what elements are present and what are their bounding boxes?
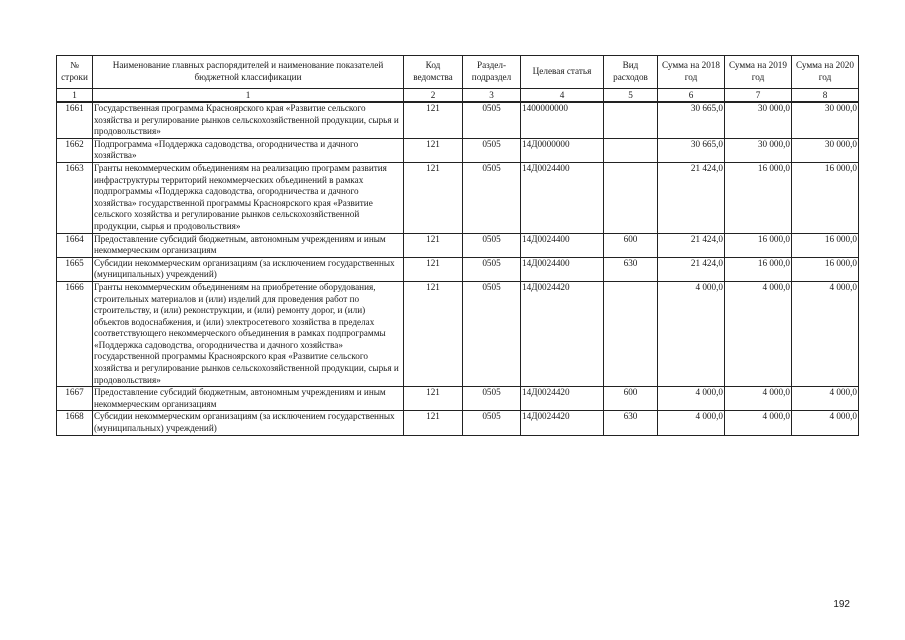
column-number: 1 xyxy=(57,89,93,103)
row-target-article: 14Д0024400 xyxy=(521,233,604,257)
row-section: 0505 xyxy=(463,233,521,257)
column-number: 1 xyxy=(93,89,404,103)
header-name: Наименование главных распорядителей и наименование показателей бюджетной классификации xyxy=(93,56,404,89)
column-number: 4 xyxy=(521,89,604,103)
row-department-code: 121 xyxy=(404,233,463,257)
row-department-code: 121 xyxy=(404,411,463,435)
header-sum-2020: Сумма на 2020 год xyxy=(792,56,859,89)
table-row xyxy=(57,162,859,233)
row-section: 0505 xyxy=(463,162,521,233)
row-sum-2019: 4 000,0 xyxy=(725,387,792,411)
budget-table xyxy=(56,55,859,436)
row-department-code: 121 xyxy=(404,257,463,281)
row-name: Субсидии некоммерческим организациям (за исключением государственных (муниципальных) учреждений) xyxy=(93,411,404,435)
row-sum-2019: 16 000,0 xyxy=(725,233,792,257)
row-name: Государственная программа Красноярского края «Развитие сельского хозяйства и регулирование рынков сельскохозяйственной продукции, сырья и продовольствия» xyxy=(93,102,404,138)
row-department-code: 121 xyxy=(404,387,463,411)
column-number-row xyxy=(57,89,859,103)
row-section: 0505 xyxy=(463,102,521,138)
row-number: 1664 xyxy=(57,233,93,257)
table-row xyxy=(57,102,859,138)
row-target-article: 14Д0024400 xyxy=(521,162,604,233)
column-number: 5 xyxy=(604,89,658,103)
row-number: 1668 xyxy=(57,411,93,435)
row-section: 0505 xyxy=(463,411,521,435)
row-department-code: 121 xyxy=(404,162,463,233)
row-expense-type: 600 xyxy=(604,233,658,257)
row-sum-2019: 4 000,0 xyxy=(725,281,792,386)
table-row xyxy=(57,257,859,281)
row-target-article: 14Д0024400 xyxy=(521,257,604,281)
row-expense-type: 630 xyxy=(604,411,658,435)
row-number: 1661 xyxy=(57,102,93,138)
row-name: Предоставление субсидий бюджетным, автономным учреждениям и иным некоммерческим организациям xyxy=(93,387,404,411)
header-expense-type: Вид расходов xyxy=(604,56,658,89)
row-sum-2020: 16 000,0 xyxy=(792,162,859,233)
row-sum-2020: 4 000,0 xyxy=(792,411,859,435)
table-row xyxy=(57,233,859,257)
row-department-code: 121 xyxy=(404,281,463,386)
row-number: 1665 xyxy=(57,257,93,281)
row-target-article: 14Д0024420 xyxy=(521,411,604,435)
row-department-code: 121 xyxy=(404,138,463,162)
row-target-article: 14Д0024420 xyxy=(521,281,604,386)
column-number: 7 xyxy=(725,89,792,103)
header-row-number: № строки xyxy=(57,56,93,89)
row-sum-2020: 16 000,0 xyxy=(792,257,859,281)
row-name: Гранты некоммерческим объединениям на реализацию программ развития инфраструктуры территорий некоммерческих объединений в рамках подпрограммы «Поддержка садоводства, огородничества и дачного хозяйства» государственной программы Красноярского края «Развитие сельского хозяйства и регулирование рынков сельскохозяйственной продукции, сырья и продовольствия» xyxy=(93,162,404,233)
row-section: 0505 xyxy=(463,387,521,411)
table-row xyxy=(57,387,859,411)
header-row xyxy=(57,56,859,89)
row-section: 0505 xyxy=(463,257,521,281)
row-target-article: 1400000000 xyxy=(521,102,604,138)
row-sum-2018: 21 424,0 xyxy=(658,257,725,281)
row-expense-type xyxy=(604,138,658,162)
table-row xyxy=(57,411,859,435)
row-sum-2020: 4 000,0 xyxy=(792,281,859,386)
row-sum-2018: 4 000,0 xyxy=(658,411,725,435)
row-section: 0505 xyxy=(463,281,521,386)
row-number: 1662 xyxy=(57,138,93,162)
row-number: 1667 xyxy=(57,387,93,411)
row-sum-2018: 21 424,0 xyxy=(658,162,725,233)
row-expense-type xyxy=(604,162,658,233)
row-name: Гранты некоммерческим объединениям на приобретение оборудования, строительных материалов и (или) изделий для проведения работ по строительству, и (или) реконструкции, и (или) ремонту дорог, и (или) объектов водоснабжения, и (или) электросетевого хозяйства в пределах соответствующего некоммерческого объединения в рамках подпрограммы «Поддержка садоводства, огородничества и дачного хозяйства» государственной программы Красноярского края «Развитие сельского хозяйства и регулирование рынков сельскохозяйственной продукции, сырья и продовольствия» xyxy=(93,281,404,386)
header-sum-2019: Сумма на 2019 год xyxy=(725,56,792,89)
row-target-article: 14Д0000000 xyxy=(521,138,604,162)
header-target-article: Целевая статья xyxy=(521,56,604,89)
header-section: Раздел-подраздел xyxy=(463,56,521,89)
row-name: Предоставление субсидий бюджетным, автономным учреждениям и иным некоммерческим организациям xyxy=(93,233,404,257)
row-section: 0505 xyxy=(463,138,521,162)
row-sum-2020: 16 000,0 xyxy=(792,233,859,257)
header-sum-2018: Сумма на 2018 год xyxy=(658,56,725,89)
row-number: 1663 xyxy=(57,162,93,233)
row-sum-2020: 4 000,0 xyxy=(792,387,859,411)
row-sum-2020: 30 000,0 xyxy=(792,138,859,162)
row-sum-2018: 30 665,0 xyxy=(658,138,725,162)
table-row xyxy=(57,138,859,162)
column-number: 8 xyxy=(792,89,859,103)
row-sum-2018: 30 665,0 xyxy=(658,102,725,138)
row-expense-type xyxy=(604,281,658,386)
row-sum-2019: 30 000,0 xyxy=(725,102,792,138)
column-number: 3 xyxy=(463,89,521,103)
row-number: 1666 xyxy=(57,281,93,386)
row-sum-2019: 30 000,0 xyxy=(725,138,792,162)
row-sum-2020: 30 000,0 xyxy=(792,102,859,138)
row-sum-2019: 4 000,0 xyxy=(725,411,792,435)
page-number: 192 xyxy=(833,599,850,610)
row-expense-type xyxy=(604,102,658,138)
row-department-code: 121 xyxy=(404,102,463,138)
row-expense-type: 600 xyxy=(604,387,658,411)
row-name: Субсидии некоммерческим организациям (за исключением государственных (муниципальных) учреждений) xyxy=(93,257,404,281)
row-name: Подпрограмма «Поддержка садоводства, огородничества и дачного хозяйства» xyxy=(93,138,404,162)
row-sum-2018: 4 000,0 xyxy=(658,281,725,386)
header-department-code: Код ведомства xyxy=(404,56,463,89)
row-target-article: 14Д0024420 xyxy=(521,387,604,411)
row-sum-2018: 21 424,0 xyxy=(658,233,725,257)
row-expense-type: 630 xyxy=(604,257,658,281)
row-sum-2019: 16 000,0 xyxy=(725,162,792,233)
column-number: 2 xyxy=(404,89,463,103)
row-sum-2019: 16 000,0 xyxy=(725,257,792,281)
row-sum-2018: 4 000,0 xyxy=(658,387,725,411)
column-number: 6 xyxy=(658,89,725,103)
table-row xyxy=(57,281,859,386)
